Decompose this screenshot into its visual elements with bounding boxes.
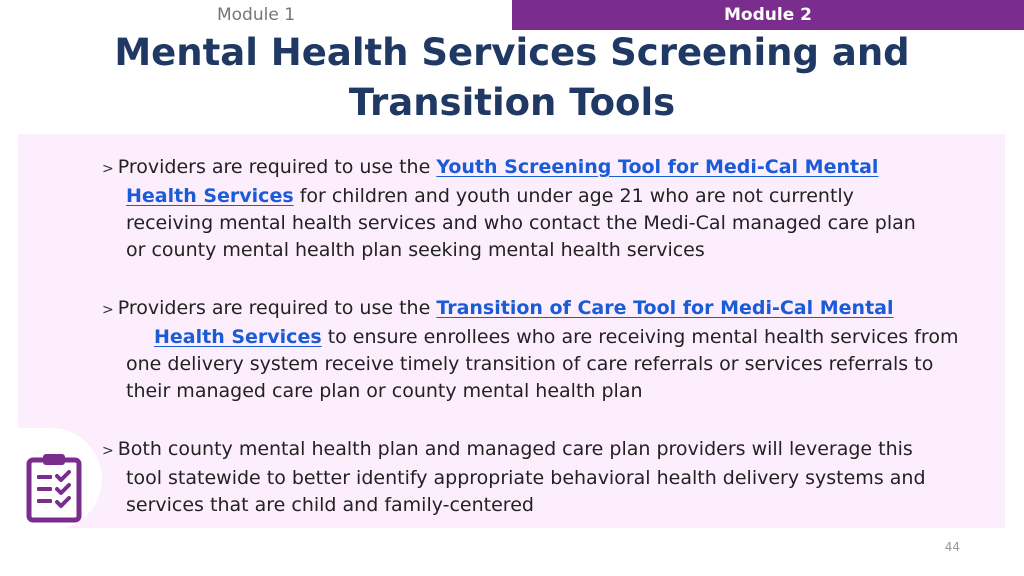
bullet-transition-of-care-tool <box>102 295 992 405</box>
bullet-text: to ensure enrollees who are receiving mental health services from <box>321 326 959 348</box>
page-title <box>0 28 1024 128</box>
bullet-marker: > <box>102 302 114 318</box>
page-number: 44 <box>944 540 960 554</box>
clipboard-checklist-icon <box>24 452 84 524</box>
bullet-line: tool statewide to better identify appropriate behavioral health delivery systems and <box>126 467 926 489</box>
transition-of-care-tool-link-continued[interactable]: Health Services <box>154 326 322 348</box>
bullet-marker: > <box>102 161 114 177</box>
bullet-lead-text: Providers are required to use the <box>117 156 437 178</box>
bullet-text: for children and youth under age 21 who are not currently <box>293 185 854 207</box>
bullet-line <box>102 324 992 351</box>
tab-module-2[interactable]: Module 2 <box>512 0 1024 30</box>
youth-screening-tool-link-continued[interactable]: Health Services <box>126 185 294 207</box>
tab-module-1[interactable]: Module 1 <box>0 0 512 30</box>
bullet-lead-text: Both county mental health plan and managed care plan providers will leverage this <box>117 438 913 460</box>
bullet-statewide-leverage <box>102 436 962 519</box>
page-title-line-2: Transition Tools <box>348 81 676 124</box>
transition-of-care-tool-link[interactable]: Transition of Care Tool for Medi-Cal Mental <box>436 297 894 319</box>
bullet-line: their managed care plan or county mental health plan <box>126 380 643 402</box>
bullet-lead-text: Providers are required to use the <box>117 297 437 319</box>
bullet-youth-screening-tool <box>102 154 962 264</box>
bullet-marker: > <box>102 443 114 459</box>
bullet-line <box>102 183 962 210</box>
bullet-line: services that are child and family-centered <box>126 494 534 516</box>
bullet-line: one delivery system receive timely transition of care referrals or services referrals to <box>126 353 934 375</box>
bullet-line: receiving mental health services and who contact the Medi-Cal managed care plan <box>126 212 916 234</box>
youth-screening-tool-link[interactable]: Youth Screening Tool for Medi-Cal Mental <box>436 156 879 178</box>
bullet-line: or county mental health plan seeking mental health services <box>126 239 705 261</box>
page-title-line-1: Mental Health Services Screening and <box>114 31 910 74</box>
